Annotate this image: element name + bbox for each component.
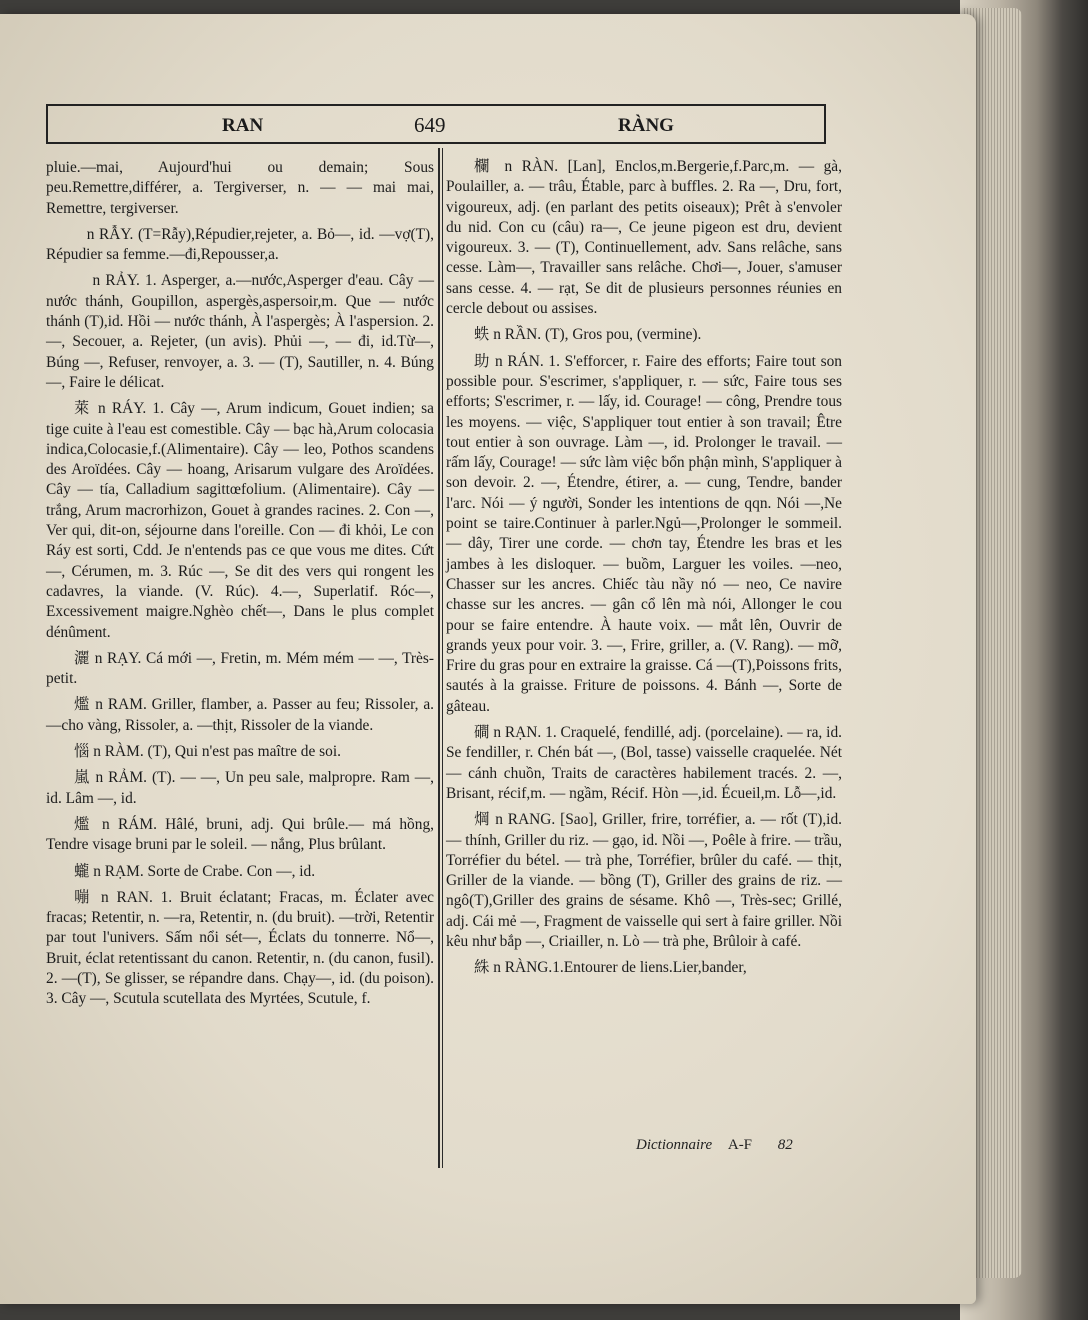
- page-footer: [636, 1137, 793, 1154]
- dictionary-entry: 嘣 n RAN. 1. Bruit éclatant; Fracas, m. Éclater avec fracas; Retentir, n. —ra, Retentir, n. (du bruit). —trời, Retentir par tout l'univers. Sấm nổi sét—, Éclats du tonnerre. Nổ—, Bruit, éclat retentissant du canon. Retentir, n. (du canon, fusil). 2. —(T), Se glisser, se répandre dans. Chạy—, id. (du poison). 3. Cây —, Scutula scutellata des Myrtées, Scutule, f.: [46, 888, 434, 1008]
- dictionary-entry: 爁 n RAM. Griller, flamber, a. Passer au feu; Rissoler, a. —cho vàng, Rissoler, a. —thịt, Rissoler de la viande.: [46, 696, 434, 734]
- dictionary-entry: 惱 n RÀM. (T), Qui n'est pas maître de soi.: [74, 743, 341, 761]
- right-column: [446, 157, 842, 985]
- dictionary-entry: 灑 n RẠY. Cá mới —, Fretin, m. Mém mém — —, Très-petit.: [46, 649, 434, 688]
- dictionary-entry: 磵 n RẠN. 1. Craquelé, fendillé, adj. (porcelaine). — ra, id. Se fendiller, r. Chén bát —, (Bol, tasse) vaisselle craquelée. Nét— cánh chuồn, Traits de caractères habilement tracés. 2. —, Brisant, récif,m. — ngầm, Récif. Hòn —,id. Écueil,m. Lỗ—,id.: [446, 724, 842, 802]
- dictionary-entry: 嵐 n RẢM. (T). — —, Un peu sale, malpropre. Ram —, id. Lâm —, id.: [46, 769, 434, 807]
- dictionary-entry: 絑 n RÀNG.1.Entourer de liens.Lier,bander,: [474, 959, 747, 977]
- dictionary-entry: 蛈 n RẦN. (T), Gros pou, (vermine).: [474, 326, 702, 344]
- dictionary-entry: 𢫝n RẪY. (T=Rẫy),Répudier,rejeter, a. Bỏ—, id. —vợ(T), Répudier sa femme.—đi,Repousser,a.: [46, 225, 434, 264]
- footer-signature: A-F: [727, 1137, 753, 1153]
- page-number: 649: [414, 113, 446, 137]
- footer-sheet-number: 82: [777, 1137, 793, 1153]
- dictionary-entry: 萊 n RÁY. 1. Cây —, Arum indicum, Gouet indien; sa tige cuite à l'eau est comestible. Cây — bạc hà,Arum colocasia indica,Colocasie,f.(Alimentaire). Cây — leo, Pothos scandens des Aroïdées. Cây — hoang, Arisarum vulgare des Aroïdées. Cây — tía, Calladium sagittœfolium. (Alimentaire). Cây — trắng, Arum macrorhizon, Gouet à grandes racines. 2. Con —, Ver qui, dit-on, séjourne dans l'oreille. Con — đi khỏi, Le con Ráy est sorti, Cdd. Je n'entends pas ce que vous me dites. Cứt —, Cérumen, m. 3. Rúc —, Se dit des vers qui rongent les cadavres, la viande. (V. Rúc). 4.—, Superlatif. Róc—, Excessivement maigre.Nghèo chết—, Dans le plus complet dénûment.: [46, 400, 434, 641]
- column-divider: [438, 148, 443, 1168]
- footer-title: Dictionnaire: [636, 1137, 713, 1153]
- dictionary-entry: 𢫝 n RẢY. 1. Asperger, a.—nước,Asperger d'eau. Cây — nước thánh, Goupillon, aspergès,aspersoir,m. Que — nước thánh (T),id. Hồi — nước thánh, À l'aspergès; À l'aspersion. 2.—, Secouer, a. Rejeter, (un avis). Phủi —, — đi, id.Từ—, Búng —, Refuser, renvoyer, a. 3. — (T), Sautiller, n. 4. Búng —, Faire le délicat.: [46, 272, 434, 391]
- dictionary-entry: 助 n RÁN. 1. S'efforcer, r. Faire des efforts; Faire tout son possible pour. S'escrimer, s'appliquer, r. — sức, Faire tous ses efforts; S'escrimer, r. — lấy, id. Courage! — công, Prendre tous les moyens. — việc, S'appliquer tout entier à son travail; Être tout entier à son ouvrage. Làm —, id. Prolonger le travail. — rấm lấy, Courage! — sức làm việc bổn phận mình, S'appliquer à son devoir. 2. —, Étendre, étirer, a. — cung, Tendre, bander l'arc. Nói — ý người, Sonder les intentions de qqn. Nói —,Ne point se taire.Continuer à parler.Ngủ—,Prolonger le sommeil. — dây, Tirer une corde. — chơn tay, Étendre les bras et les jambes à les disloquer. — buồm, Larguer les voiles. —neo, Chasser sur les ancres. Chiếc tàu nầy nó — neo, Ce navire chasse sur les ancres. — gân cổ lên mà nói, Allonger le cou pour se faire entendre. À haute voix. — mắt lên, Ouvrir de grands yeux pour voir. 3. —, Frire, griller, a. (V. Rang). — mỡ, Frire du gras pour en extraire la graisse. Cá —(T),Poissons frits, sautés à la graisse. Friture de poissons. 4. Bánh —, Sorte de gâteau.: [446, 352, 842, 715]
- header-left-word: RAN: [222, 115, 264, 136]
- left-column: [46, 158, 434, 1016]
- dictionary-entry: 蠬 n RẠM. Sorte de Crabe. Con —, id.: [74, 862, 316, 880]
- dictionary-entry: pluie.—mai, Aujourd'hui ou demain; Sous peu.Remettre,différer, a. Tergiverser, n. — — mai mai, Remettre, tergiverser.: [46, 159, 434, 217]
- dictionary-entry: 爁 n RÁM. Hâlé, bruni, adj. Qui brûle.— má hồng, Tendre visage bruni par le soleil. — nắng, Plus brûlant.: [46, 815, 434, 854]
- running-header: [46, 104, 826, 144]
- dictionary-entry: 欄 n RÀN. [Lan], Enclos,m.Bergerie,f.Parc,m. — gà, Poulailler, a. — trâu, Étable, parc à buffles. 2. Ra —, Dru, fort, vigoureux, adj. (en parlant des petits oiseaux); Prêt à s'envoler du nid. Con cu (câu) ra—, Ce jeune pigeon est dru, devient vigoureux. 3. — (T), Continuellement, adv. Sans relâche, sans cesse. Làm—, Travailler sans relâche. Chơi—, Jouer, s'amuser sans cesse. 4. — rạt, Se dit de plusieurs personnes réunies en cercle debout ou assises.: [446, 158, 842, 318]
- header-right-word: RÀNG: [618, 115, 674, 136]
- dictionary-entry: 焵 n RANG. [Sao], Griller, frire, torréfier, a. — rốt (T),id. — thính, Griller du riz. — gạo, id. Nồi —, Poêle à frire. — trầu, Torréfier du bétel. — trà phe, Torréfier, brûler du café. — thịt, Griller de la viande. — bồng (T), Griller des grains de riz. — ngô(T),Griller des grains de sésame. Khô —, Très-sec; Grillé, adj. Cái mẻ —, Fragment de vaisselle qui sert à faire griller. Nồi kêu như bắp —, Criailler, n. Lò — trà phe, Brûloir à café.: [446, 811, 842, 950]
